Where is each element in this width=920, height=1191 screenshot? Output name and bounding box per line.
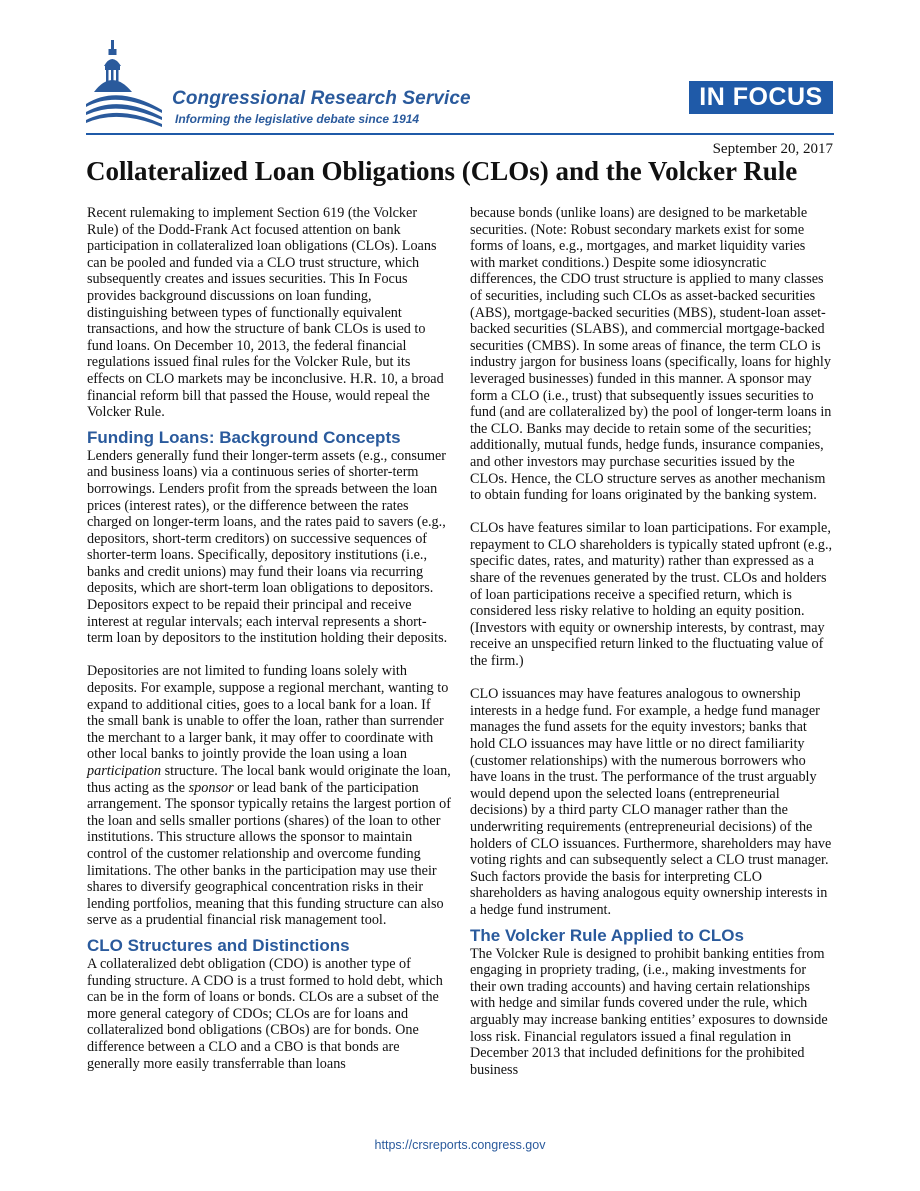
- paragraph-funding-1: Lenders generally fund their longer-term assets (e.g., consumer and business loans) via a continuous series of shorter-term borrowings. Lenders profit from the spreads between the loan prices (interest rates), or the difference between the rates charged on longer-term loans, and the rates paid to savers (e.g., depositors, short-term creditors) on successive sequences of shorter-term loans. Specifically, depository institutions (i.e., banks and credit unions) may fund their loans via recurring deposits, which are short-term loan obligations to depositors. Depositors expect to be repaid their principal and receive interest at regular intervals; each interval represents a short-term loan by depositors to the institution holding their deposits.: [87, 447, 448, 647]
- paragraph-clo-participations: CLOs have features similar to loan participations. For example, repayment to CLO shareholders is typically stated upfront (e.g., specific dates, rates, and maturity) rather than expressed as a share of the revenues generated by the trust. CLOs and holders of loan participations receive a specified return, which is considered less risky relative to holding an equity position. (Investors with equity or ownership interests, by contrast, may receive an unspecified return linked to the fluctuating value of the firm.): [470, 520, 833, 670]
- org-name: Congressional Research Service: [172, 88, 471, 109]
- emphasis-sponsor: sponsor: [188, 779, 234, 796]
- page-header: [0, 0, 920, 140]
- section-heading-volcker-rule: The Volcker Rule Applied to CLOs: [470, 925, 744, 945]
- capitol-dome-icon: [84, 40, 166, 128]
- intro-paragraph: Recent rulemaking to implement Section 619 (the Volcker Rule) of the Dodd-Frank Act focused attention on bank participation in collateralized loan obligations (CLOs). Loans can be pooled and funded via a CLO trust structure, which subsequently creates and issues securities. This In Focus provides background discussions on loan funding, distinguishing between types of functionally equivalent transactions, and how the structure of bank CLOs is used to fund loans. On December 10, 2013, the federal financial regulations issued final rules for the Volcker Rule, but its effects on CLO markets may be inconclusive. H.R. 10, a broad financial reform bill that passed the House, would repeal the Volcker Rule.: [87, 205, 444, 421]
- paragraph-clo-structures-cont: because bonds (unlike loans) are designed to be marketable securities. (Note: Robust secondary markets exist for some forms of loans, e.g., mortgages, and market liquidity varies with market conditions.) Despite some idiosyncratic differences, the CDO trust structure is applied to many classes of securities, including such CLOs as asset-backed securities (ABS), mortgage-backed securities (MBS), student-loan asset-backed securities (SLABS), and commercial mortgage-backed securities (CMBS). In some areas of finance, the term CLO is industry jargon for business loans (specifically, loans for highly leveraged businesses) funded in this manner. A sponsor may form a CLO (i.e., trust) that subsequently issues securities to fund (and are collateralized by) the pool of longer-term loans in the CLO. Banks may decide to retain some of the securities; additionally, mutual funds, hedge funds, insurance companies, and other investors may purchase securities issued by the CLOs. Hence, the CLO structure serves as another mechanism to obtain funding for loans originated by the banking system.: [470, 205, 832, 504]
- section-heading-clo-structures: CLO Structures and Distinctions: [87, 935, 350, 955]
- paragraph-funding-2: Depositories are not limited to funding loans solely with deposits. For example, suppose a regional merchant, wanting to expand to additional cities, goes to a local bank for a loan. If the small bank is unable to offer the loan, rather than surrender the merchant to a larger bank, it may offer to coordinate with other local banks to jointly provide the loan using a loan participation structure. The local bank would originate the loan, thus acting as the sponsor or lead bank of the participation arrangement. The sponsor typically retains the largest portion of the loan and sells smaller portions (shares) of the loan to other institutions. This structure allows the sponsor to maintain control of the customer relationship and overcome funding limitations. The other banks in the participation may use their shares to diversify geographical concentration risks in their lending portfolios, meaning that this funding structure can also serve as a prudential financial risk management tool.: [87, 663, 451, 929]
- right-column: [470, 205, 834, 1078]
- paragraph-clo-hedge-fund: CLO issuances may have features analogous to ownership interests in a hedge fund. For example, a hedge fund manager manages the fund assets for the equity investors; banks that hold CLO issuances may have little or no direct familiarity (customer relationships) with the numerous borrowers who have loans in the trust. The performance of the trust arguably would depend upon the selected loans (entrepreneurial decisions) by a third party CLO manager rather than the underwriting requirements (entrepreneurial decisions) of the holders of CLO issuances. Furthermore, shareholders may have voting rights and can subsequently select a CLO trust manager. Such factors provide the basis for interpreting CLO shareholders as having analogous equity ownership interests in a hedge fund instrument.: [470, 686, 832, 918]
- paragraph-clo-structures: A collateralized debt obligation (CDO) is another type of funding structure. A CDO is a trust formed to hold debt, which can be in the form of loans or bonds. CLOs are a subset of the more general category of CDOs; CLOs are for loans and collateralized bond obligations (CBOs) are for bonds. One difference between a CLO and a CBO is that bonds are generally more easily transferrable than loans: [87, 955, 443, 1072]
- section-heading-funding-loans: Funding Loans: Background Concepts: [87, 427, 401, 447]
- paragraph-volcker-rule: The Volcker Rule is designed to prohibit banking entities from engaging in propriety trading, (i.e., making investments for their own trading accounts) and having certain relationships with hedge and similar funds covered under the rule, which arguably may increase banking entities’ exposures to downside loss risk. Financial regulators issued a final regulation in December 2013 that included definitions for the prohibited business: [470, 945, 828, 1078]
- header-divider: [86, 133, 834, 135]
- org-tagline: Informing the legislative debate since 1914: [175, 112, 420, 126]
- publication-date: September 20, 2017: [712, 141, 833, 157]
- footer-url[interactable]: https://crsreports.congress.gov: [374, 1138, 546, 1152]
- left-column: [87, 205, 451, 1072]
- document-title: Collateralized Loan Obligations (CLOs) and the Volcker Rule: [86, 156, 798, 186]
- emphasis-participation: participation: [87, 763, 162, 779]
- in-focus-badge: IN FOCUS: [689, 81, 833, 114]
